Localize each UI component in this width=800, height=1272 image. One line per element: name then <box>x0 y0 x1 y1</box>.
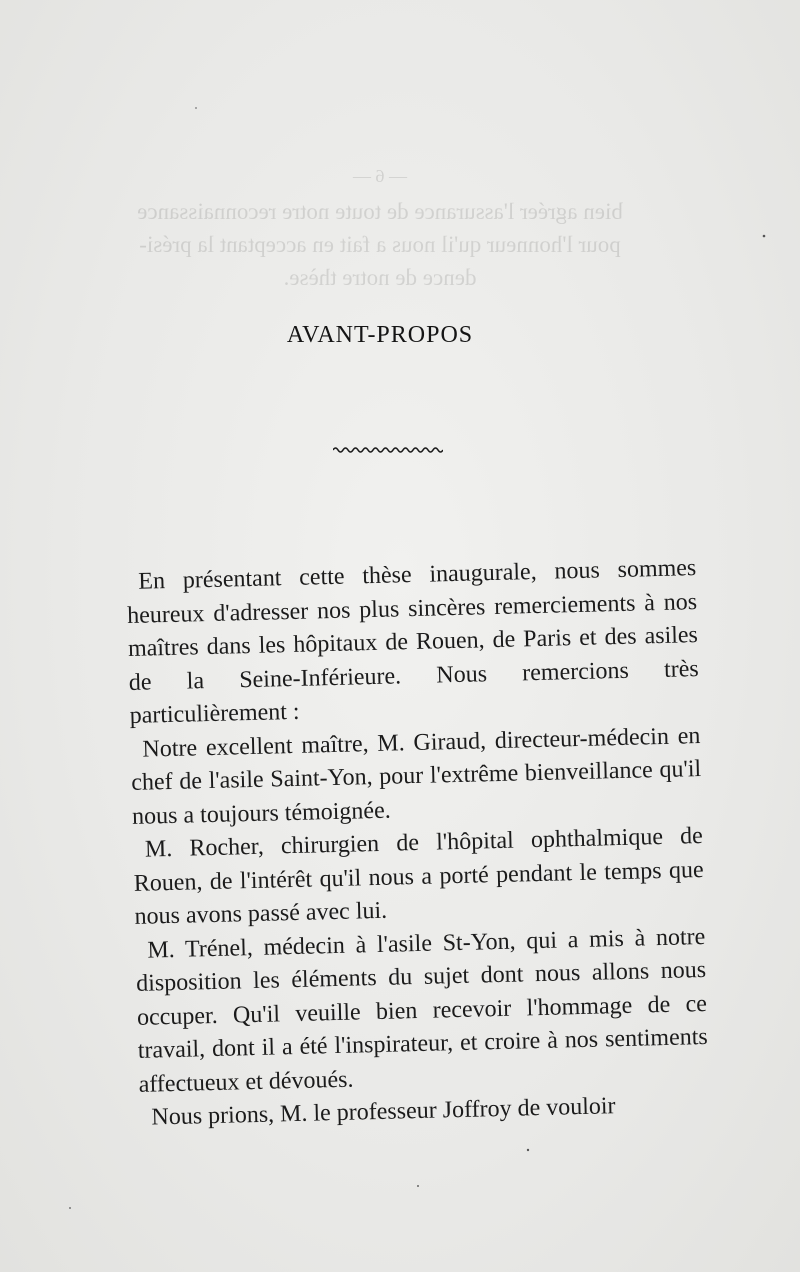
bleed-line: pour l'honneur qu'il nous a fait en acceptant la prési- <box>139 232 621 257</box>
bleed-line: bien agréer l'assurance de toute notre reconnaissance <box>137 199 623 224</box>
page-title: AVANT-PROPOS <box>286 322 474 348</box>
bleed-line: dence de notre thèse. <box>283 265 477 290</box>
paragraph: Notre excellent maître, M. Giraud, directeur-médecin en chef de l'asile Saint-Yon, pour l'extrême bienveillance qu'il nous a toujours témoignée. <box>130 722 702 830</box>
paragraph: En présentant cette thèse inaugurale, nous sommes heureux d'adresser nos plus sincères remerciements à nos maîtres dans les hôpitaux de Rouen, de Paris et des asiles de la Seine-Inférieure. Nous remercions très particulièrement : <box>126 555 699 729</box>
paragraph: M. Rocher, chirurgien de l'hôpital ophthalmique de Rouen, de l'intérêt qu'il nous a porté pendant le temps que nous avons passé avec lui. <box>133 822 704 930</box>
bleed-page-number: — 6 — <box>353 166 407 186</box>
paragraph: Nous prions, M. le professeur Joffroy de vouloir <box>151 1093 616 1131</box>
paragraph: M. Trénel, médecin à l'asile St-Yon, qui a mis à notre disposition les éléments du sujet dont nous allons nous occuper. Qu'il veuille bien recevoir l'hommage de ce travail, dont il a été l'inspirateur, et croire à nos sentiments affectueux et dévoués. <box>135 923 708 1098</box>
